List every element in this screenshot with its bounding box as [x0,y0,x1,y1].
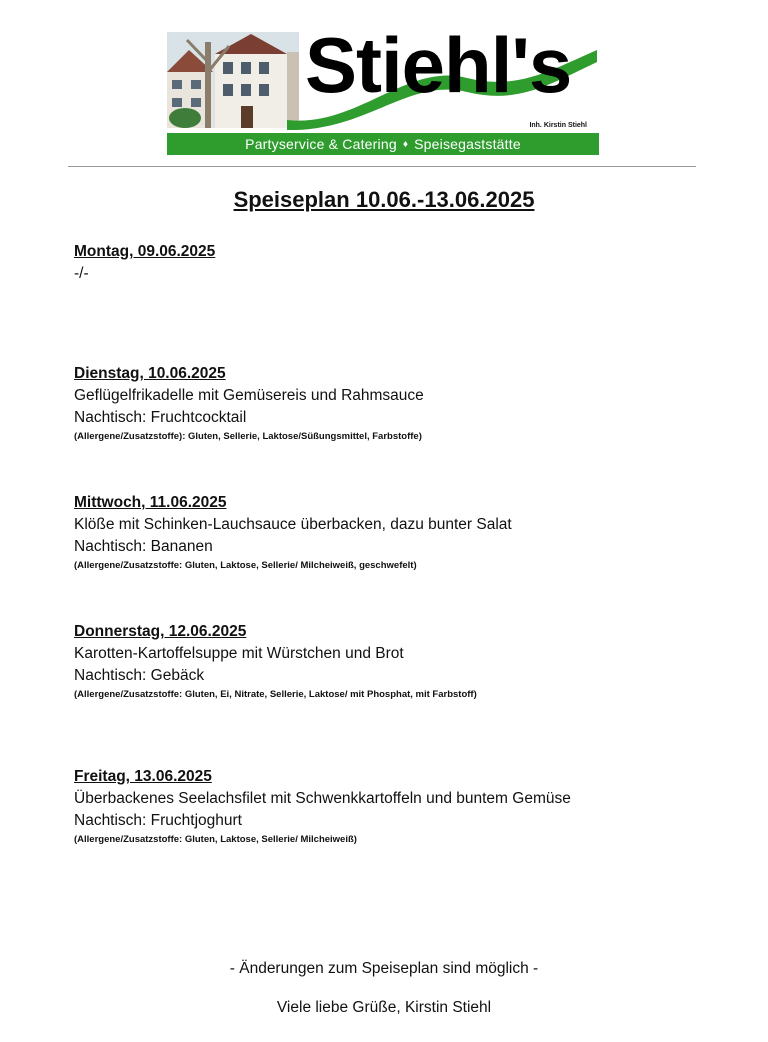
owner-name: Inh. Kirstin Stiehl [529,122,587,129]
tagline-right: Speisegaststätte [414,136,521,152]
day-monday [74,241,714,285]
day-dish: Überbackenes Seelachsfilet mit Schwenkkartoffeln und buntem Gemüse [74,790,571,807]
day-dish: Geflügelfrikadelle mit Gemüsereis und Rahmsauce [74,387,424,404]
day-dessert: Nachtisch: Fruchtcocktail [74,409,247,426]
diamond-icon: ♦ [402,138,409,150]
day-wednesday [74,492,714,574]
day-friday [74,766,714,848]
day-tuesday [74,363,714,445]
day-thursday [74,621,714,703]
page-title: Speiseplan 10.06.-13.06.2025 [233,187,535,212]
day-date: Montag, 09.06.2025 [74,243,216,260]
day-date: Donnerstag, 12.06.2025 [74,623,247,640]
logo [167,21,599,156]
day-dish: -/- [74,265,89,282]
day-allergens: (Allergene/Zusatzstoffe: Gluten, Laktose, Sellerie/ Milcheiweiß, geschwefelt) [74,560,417,571]
day-allergens: (Allergene/Zusatzstoffe: Gluten, Laktose, Sellerie/ Milcheiweiß) [74,834,357,845]
day-dessert: Nachtisch: Fruchtjoghurt [74,812,242,829]
day-date: Dienstag, 10.06.2025 [74,365,226,382]
tagline-left: Partyservice & Catering [245,136,397,152]
day-allergens: (Allergene/Zusatzstoffe): Gluten, Sellerie, Laktose/Süßungsmittel, Farbstoffe) [74,431,422,442]
changes-note: - Änderungen zum Speiseplan sind möglich - [229,960,539,977]
day-date: Freitag, 13.06.2025 [74,768,212,785]
divider [68,166,696,167]
tagline-bar [167,133,599,155]
brand-name: Stiehl's [305,21,572,109]
day-date: Mittwoch, 11.06.2025 [74,494,227,511]
day-dish: Klöße mit Schinken-Lauchsauce überbacken, dazu bunter Salat [74,516,512,533]
day-dessert: Nachtisch: Gebäck [74,667,205,684]
day-dessert: Nachtisch: Bananen [74,538,213,555]
day-allergens: (Allergene/Zusatzstoffe: Gluten, Ei, Nitrate, Sellerie, Laktose/ mit Phosphat, mit Farbstoff) [74,689,477,700]
day-dish: Karotten-Kartoffelsuppe mit Würstchen und Brot [74,645,404,662]
greeting: Viele liebe Grüße, Kirstin Stiehl [276,999,492,1016]
